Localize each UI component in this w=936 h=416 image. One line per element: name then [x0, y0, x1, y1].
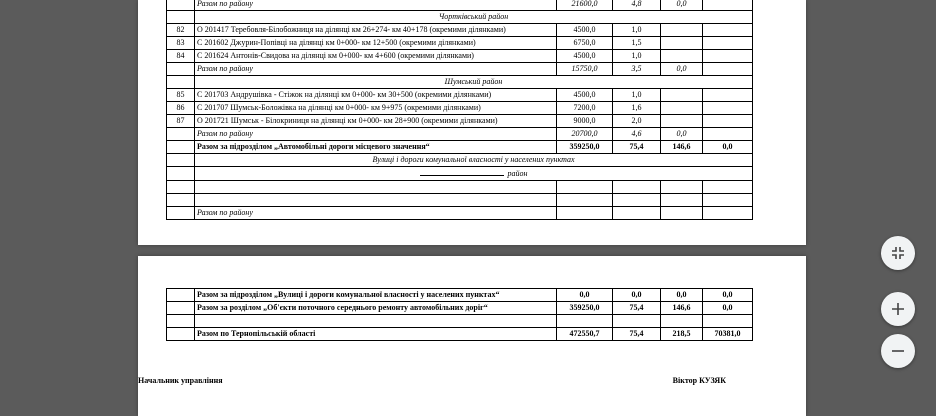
value-cell: [661, 89, 703, 102]
district-label: район: [507, 169, 528, 178]
length-cell: 0,0: [557, 289, 613, 302]
item-number: [167, 128, 195, 141]
road-name: С 201707 Шумськ-Боложівка на ділянці км 0+000- км 9+975 (окремими ділянками): [195, 102, 557, 115]
value-cell: [661, 115, 703, 128]
document-page-2: [138, 256, 806, 416]
road-name: С 201703 Андрушівка - Стіжок на ділянці км 0+000- км 30+500 (окремими ділянками): [195, 89, 557, 102]
blank-line: [420, 167, 504, 176]
value-cell: 0,0: [661, 128, 703, 141]
road-name: Разом по району: [195, 63, 557, 76]
empty-cell: [557, 194, 613, 207]
empty-cell: [661, 315, 703, 328]
value-cell: 0,0: [613, 289, 661, 302]
road-name: О 201721 Шумськ - Білокриниця на ділянці км 0+000- км 28+900 (окремими ділянками): [195, 115, 557, 128]
signature-name: Віктор КУЗЯК: [672, 376, 726, 385]
item-number: 83: [167, 37, 195, 50]
length-cell: 15750,0: [557, 63, 613, 76]
value-cell: 1,0: [613, 50, 661, 63]
empty-cell: [195, 315, 557, 328]
fit-to-page-icon: [890, 245, 906, 261]
empty-cell: [703, 315, 753, 328]
zoom-out-button[interactable]: [881, 334, 915, 368]
value-cell: [703, 102, 753, 115]
fit-to-page-button[interactable]: [881, 236, 915, 270]
value-cell: 146,6: [661, 302, 703, 315]
item-number: 82: [167, 24, 195, 37]
empty-cell: [661, 181, 703, 194]
num-cell: [167, 76, 195, 89]
table-row: [167, 0, 753, 11]
value-cell: [703, 0, 753, 11]
road-name: Разом по району: [195, 128, 557, 141]
length-cell: 359250,0: [557, 302, 613, 315]
value-cell: 218,5: [661, 328, 703, 341]
value-cell: 1,5: [613, 37, 661, 50]
value-cell: 3,5: [613, 63, 661, 76]
value-cell: 1,0: [613, 24, 661, 37]
table-row: [167, 154, 753, 167]
roads-table-part-2: [166, 288, 753, 341]
section-heading: Вулиці і дороги комунальної власності у населених пунктах: [195, 154, 753, 167]
empty-cell: [195, 194, 557, 207]
empty-cell: [167, 194, 195, 207]
empty-cell: [703, 181, 753, 194]
value-cell: [703, 89, 753, 102]
value-cell: 4,6: [613, 128, 661, 141]
table-row: [167, 50, 753, 63]
length-cell: 472550,7: [557, 328, 613, 341]
table-row: [167, 128, 753, 141]
value-cell: [661, 207, 703, 220]
num-cell: [167, 154, 195, 167]
value-cell: 1,0: [613, 89, 661, 102]
length-cell: 20700,0: [557, 128, 613, 141]
document-page-1: [138, 0, 806, 245]
value-cell: [661, 37, 703, 50]
table-row: [167, 289, 753, 302]
table-row: [167, 76, 753, 89]
table-row: [167, 141, 753, 154]
empty-cell: [613, 315, 661, 328]
empty-cell: [557, 315, 613, 328]
table-row: [167, 194, 753, 207]
value-cell: [703, 207, 753, 220]
table-row: [167, 63, 753, 76]
value-cell: 4,8: [613, 0, 661, 11]
value-cell: 0,0: [703, 302, 753, 315]
empty-cell: [703, 194, 753, 207]
value-cell: [703, 128, 753, 141]
empty-cell: [557, 181, 613, 194]
value-cell: 70381,0: [703, 328, 753, 341]
empty-cell: [195, 181, 557, 194]
roads-table-part-1: [166, 0, 753, 220]
table-row: [167, 181, 753, 194]
road-name: Разом за підрозділом „Автомобільні дороги місцевого значення“: [195, 141, 557, 154]
item-number: [167, 63, 195, 76]
empty-cell: [167, 315, 195, 328]
empty-cell: [661, 194, 703, 207]
table-row: [167, 24, 753, 37]
table-row: [167, 167, 753, 181]
section-heading: Чортківський район: [195, 11, 753, 24]
table-row: [167, 328, 753, 341]
value-cell: 0,0: [661, 289, 703, 302]
signature-position: Начальник управління: [138, 376, 223, 385]
table-row: [167, 207, 753, 220]
value-cell: 0,0: [703, 141, 753, 154]
empty-cell: [167, 181, 195, 194]
value-cell: [661, 50, 703, 63]
value-cell: 75,4: [613, 328, 661, 341]
length-cell: 9000,0: [557, 115, 613, 128]
road-name: Разом за підрозділом „Вулиці і дороги комунальної власності у населених пунктах“: [195, 289, 557, 302]
value-cell: [703, 115, 753, 128]
length-cell: 4500,0: [557, 50, 613, 63]
value-cell: 1,6: [613, 102, 661, 115]
road-name: С 201624 Антонів-Свидова на ділянці км 0+000- км 4+600 (окремими ділянками): [195, 50, 557, 63]
value-cell: 75,4: [613, 141, 661, 154]
length-cell: [557, 207, 613, 220]
item-number: 85: [167, 89, 195, 102]
value-cell: [703, 24, 753, 37]
value-cell: [703, 37, 753, 50]
empty-cell: [613, 194, 661, 207]
value-cell: 146,6: [661, 141, 703, 154]
road-name: Разом по району: [195, 0, 557, 11]
table-row: [167, 37, 753, 50]
district-placeholder: [195, 167, 753, 181]
road-name: Разом по Тернопільській області: [195, 328, 557, 341]
table-row: [167, 115, 753, 128]
length-cell: 6750,0: [557, 37, 613, 50]
value-cell: [703, 50, 753, 63]
value-cell: 75,4: [613, 302, 661, 315]
length-cell: 7200,0: [557, 102, 613, 115]
table-row: [167, 315, 753, 328]
length-cell: 4500,0: [557, 24, 613, 37]
value-cell: [703, 63, 753, 76]
length-cell: 21600,0: [557, 0, 613, 11]
road-name: Разом по району: [195, 207, 557, 220]
value-cell: [613, 207, 661, 220]
road-name: Разом за розділом „Об'єкти поточного середнього ремонту автомобільних доріг“: [195, 302, 557, 315]
value-cell: 0,0: [661, 0, 703, 11]
item-number: 87: [167, 115, 195, 128]
zoom-in-button[interactable]: [881, 292, 915, 326]
value-cell: 2,0: [613, 115, 661, 128]
table-row: [167, 89, 753, 102]
value-cell: 0,0: [703, 289, 753, 302]
road-name: С 201602 Джурин-Попівці на ділянці км 0+000- км 12+500 (окремими ділянками): [195, 37, 557, 50]
value-cell: [661, 102, 703, 115]
empty-cell: [613, 181, 661, 194]
item-number: [167, 289, 195, 302]
table-row: [167, 11, 753, 24]
item-number: [167, 207, 195, 220]
num-cell: [167, 167, 195, 181]
num-cell: [167, 11, 195, 24]
item-number: [167, 328, 195, 341]
minus-icon: [890, 343, 906, 359]
length-cell: 359250,0: [557, 141, 613, 154]
road-name: О 201417 Теребовля-Білобожниця на ділянці км 26+274- км 40+178 (окремими ділянками): [195, 24, 557, 37]
item-number: [167, 302, 195, 315]
section-heading: Шумський район: [195, 76, 753, 89]
table-row: [167, 102, 753, 115]
table-row: [167, 302, 753, 315]
value-cell: 0,0: [661, 63, 703, 76]
item-number: [167, 0, 195, 11]
length-cell: 4500,0: [557, 89, 613, 102]
item-number: 86: [167, 102, 195, 115]
value-cell: [661, 24, 703, 37]
item-number: 84: [167, 50, 195, 63]
plus-icon: [890, 301, 906, 317]
item-number: [167, 141, 195, 154]
